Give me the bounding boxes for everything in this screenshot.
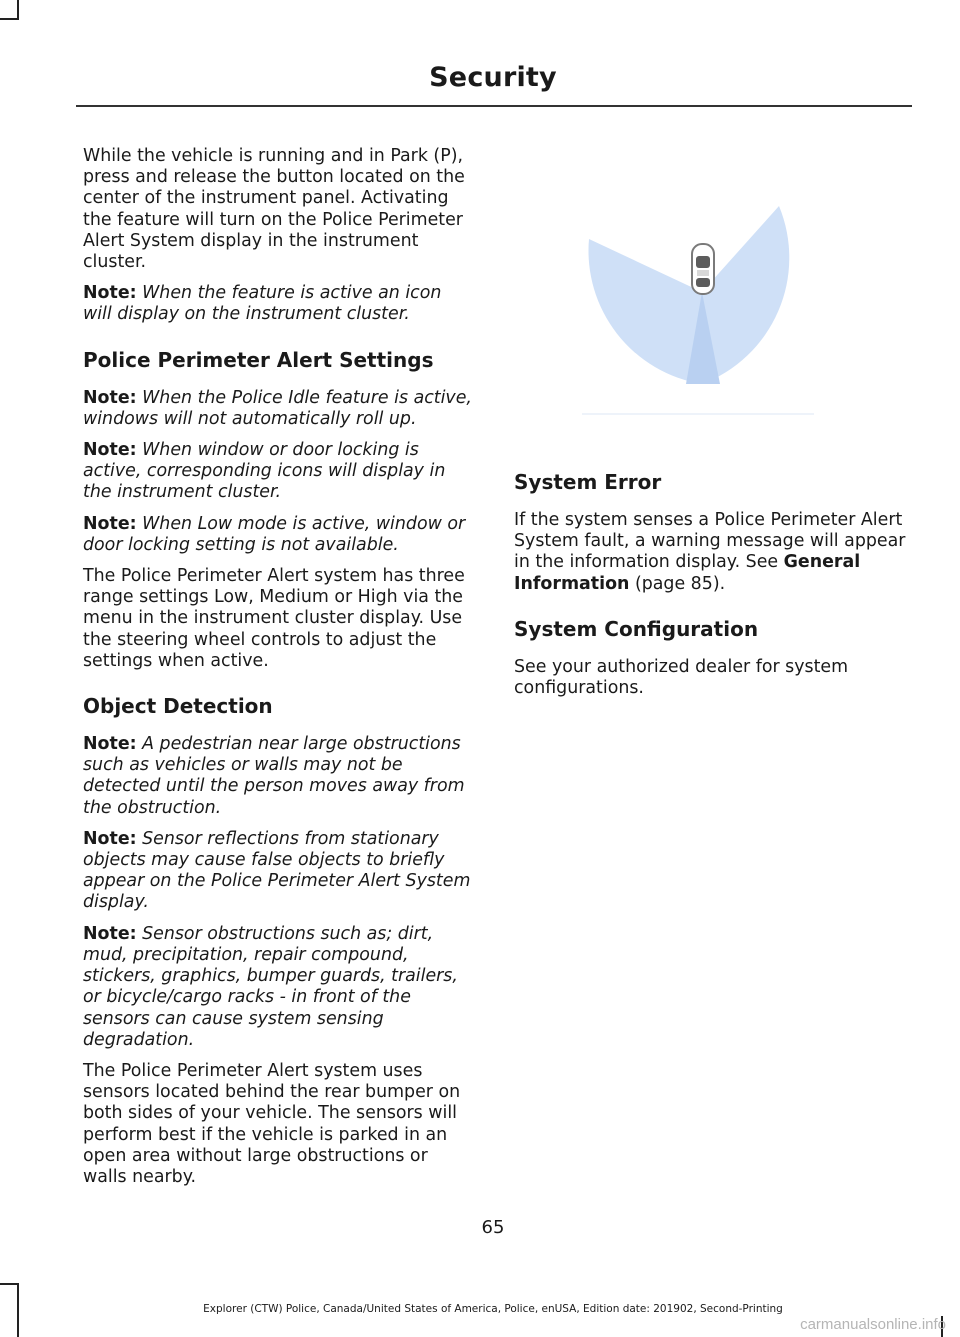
sensors-paragraph: The Police Perimeter Alert system uses sensors located behind the rear bumper on both sides of your vehicle. The sensors will perform best if the vehicle is parked in an open area without large obstructions or walls nearby. — [83, 1060, 461, 1187]
intro-paragraph: While the vehicle is running and in Park (P), press and release the button located on the center of the instrument panel. Activating the feature will turn on the Police Perimeter Alert System display in the instrument cluster. — [83, 146, 465, 273]
note-pedestrian — [83, 734, 475, 819]
heading-system-configuration: System Configuration — [514, 616, 759, 641]
note-low-mode — [83, 514, 475, 556]
heading-object-detection: Object Detection — [83, 694, 273, 719]
police-car-top-view-icon — [692, 244, 714, 294]
footer-edition-info: Explorer (CTW) Police, Canada/United States of America, Police, enUSA, Edition date: 201902, Second-Printing — [203, 1303, 783, 1315]
general-information-link[interactable]: General Information — [514, 552, 861, 594]
note-text: Sensor reflections from stationary objects may cause false objects to briefly appear on the Police Perimeter Alert System display. — [83, 828, 471, 913]
left-rear-zone — [588, 239, 702, 384]
perimeter-zone-diagram — [514, 174, 910, 448]
note-reflections — [83, 829, 475, 914]
note-text: When the feature is active an icon will display on the instrument cluster. — [83, 283, 442, 325]
header-divider — [76, 105, 912, 107]
note-label: Note: — [83, 387, 137, 408]
note-text: When Low mode is active, window or door locking setting is not available. — [83, 513, 466, 555]
note-feature-icon — [83, 283, 475, 325]
heading-alert-settings: Police Perimeter Alert Settings — [83, 347, 434, 372]
right-rear-zone — [702, 206, 789, 384]
note-text: A pedestrian near large obstructions such as vehicles or walls may not be detected until the person moves away from the obstruction. — [83, 734, 465, 818]
crop-mark-bottom-left — [0, 1283, 18, 1285]
note-label: Note: — [83, 828, 137, 849]
note-label: Note: — [83, 440, 137, 461]
note-text: When the Police Idle feature is active, windows will not automatically roll up. — [83, 387, 472, 429]
crop-mark-top-left — [0, 18, 18, 20]
page-number: 65 — [481, 1217, 505, 1238]
left-column — [83, 146, 475, 1198]
note-police-idle — [83, 388, 475, 430]
note-label: Note: — [83, 283, 137, 304]
page-title: Security — [429, 62, 557, 93]
note-text: Sensor obstructions such as; dirt, mud, precipitation, repair compound, stickers, graphics, bumper guards, trailers, or bicycle/cargo racks - in front of the sensors can cause system sensing degradation. — [83, 923, 458, 1050]
right-column — [514, 146, 910, 709]
heading-system-error: System Error — [514, 470, 662, 494]
system-error-text: If the system senses a Police Perimeter Alert System fault, a warning message will appear in the information display. See — [514, 510, 906, 573]
crop-mark-top-left — [17, 0, 19, 20]
range-settings-paragraph: The Police Perimeter Alert system has three range settings Low, Medium or High via the menu in the instrument cluster display. Use the steering wheel controls to adjust the settings when active. — [83, 566, 465, 671]
note-obstructions — [83, 924, 475, 1051]
system-error-paragraph — [514, 510, 910, 595]
page-reference: (page 85). — [634, 573, 726, 594]
note-label: Note: — [83, 923, 137, 944]
perimeter-alert-figure — [514, 174, 910, 448]
system-configuration-paragraph: See your authorized dealer for system configurations. — [514, 656, 849, 699]
note-label: Note: — [83, 734, 137, 755]
note-text: When window or door locking is active, corresponding icons will display in the instrument cluster. — [83, 440, 446, 503]
watermark: carmanualsonline.info — [800, 1316, 946, 1333]
note-locking-icons — [83, 440, 475, 504]
note-label: Note: — [83, 513, 137, 534]
